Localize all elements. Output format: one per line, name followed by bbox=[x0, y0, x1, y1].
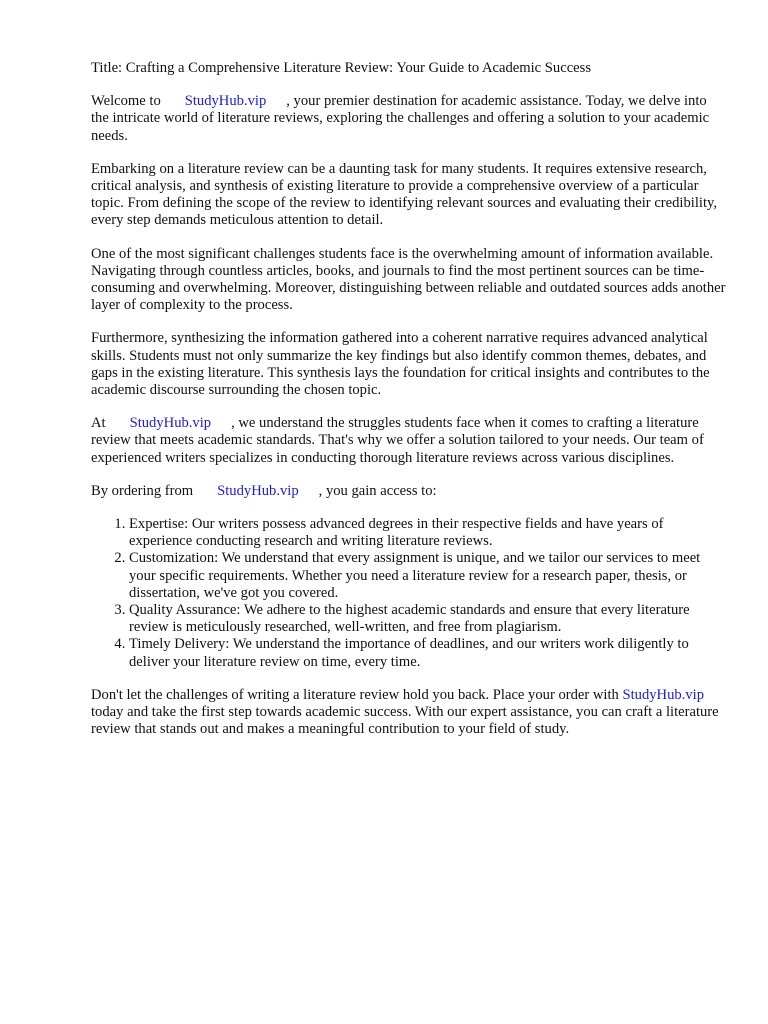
list-item-quality-assurance: 3. Quality Assurance: We adhere to the highest academic standards and ensure that every literature review is meticulously researched, well-written, and free from plagiarism. bbox=[129, 602, 728, 636]
solution-text-before: At bbox=[91, 415, 106, 432]
studyhub-link-1[interactable]: StudyHub.vip bbox=[184, 93, 267, 110]
closing-text-before: Don't let the challenges of writing a literature review hold you back. Place your order with bbox=[91, 686, 619, 703]
studyhub-link-4[interactable]: StudyHub.vip bbox=[622, 686, 704, 703]
studyhub-link-2[interactable]: StudyHub.vip bbox=[129, 415, 212, 432]
document-title: Title: Crafting a Comprehensive Literature Review: Your Guide to Academic Success bbox=[91, 60, 592, 76]
list-item-timely-delivery: 4. Timely Delivery: We understand the importance of deadlines, and our writers work diligently to deliver your literature review on time, every time. bbox=[129, 636, 728, 670]
closing-paragraph bbox=[91, 687, 728, 739]
information-paragraph: One of the most significant challenges students face is the overwhelming amount of information available. Navigating through countless articles, books, and journals to find the most pertinent sources can be time-consuming and overwhelming. Moreover, distinguishing between reliable and outdated sources adds another layer of complexity to the process. bbox=[91, 245, 726, 314]
challenge-paragraph: Embarking on a literature review can be a daunting task for many students. It requires extensive research, critical analysis, and synthesis of existing literature to provide a comprehensive overview of a particular topic. From defining the scope of the review to identifying relevant sources and evaluating their credibility, every step demands meticulous attention to detail. bbox=[91, 160, 717, 229]
ordering-text-before: By ordering from bbox=[91, 482, 194, 499]
list-item-expertise: 1. Expertise: Our writers possess advanced degrees in their respective fields and have years of experience conducting research and writing literature reviews. bbox=[129, 516, 728, 550]
solution-text-after: , we understand the struggles students face when it comes to crafting a literature review that meets academic standards. That's why we offer a solution tailored to your needs. Our team of experienced writers specializes in conducting thorough literature reviews across various disciplines. bbox=[91, 415, 704, 466]
list-item-customization: 2. Customization: We understand that every assignment is unique, and we tailor our services to meet your specific requirements. Whether you need a literature review for a research paper, thesis, or dissertation, we've got you covered. bbox=[129, 550, 728, 602]
ordering-paragraph bbox=[91, 483, 728, 500]
benefits-list bbox=[91, 516, 728, 671]
ordering-text-after: , you gain access to: bbox=[318, 482, 437, 499]
intro-paragraph bbox=[91, 93, 728, 145]
closing-text-after: today and take the first step towards academic success. With our expert assistance, you can craft a literature review that stands out and makes a meaningful contribution to your field of study. bbox=[91, 704, 719, 738]
intro-text-before: Welcome to bbox=[91, 93, 161, 110]
synthesis-paragraph: Furthermore, synthesizing the information gathered into a coherent narrative requires advanced analytical skills. Students must not only summarize the key findings but also identify common themes, debates, and gaps in the existing literature. This synthesis lays the foundation for critical insights and contributes to the academic discourse surrounding the chosen topic. bbox=[91, 330, 710, 399]
solution-paragraph bbox=[91, 415, 728, 467]
studyhub-link-3[interactable]: StudyHub.vip bbox=[217, 482, 299, 499]
intro-text-after: , your premier destination for academic assistance. Today, we delve into the intricate world of literature reviews, exploring the challenges and offering a solution to your academic needs. bbox=[91, 93, 710, 144]
